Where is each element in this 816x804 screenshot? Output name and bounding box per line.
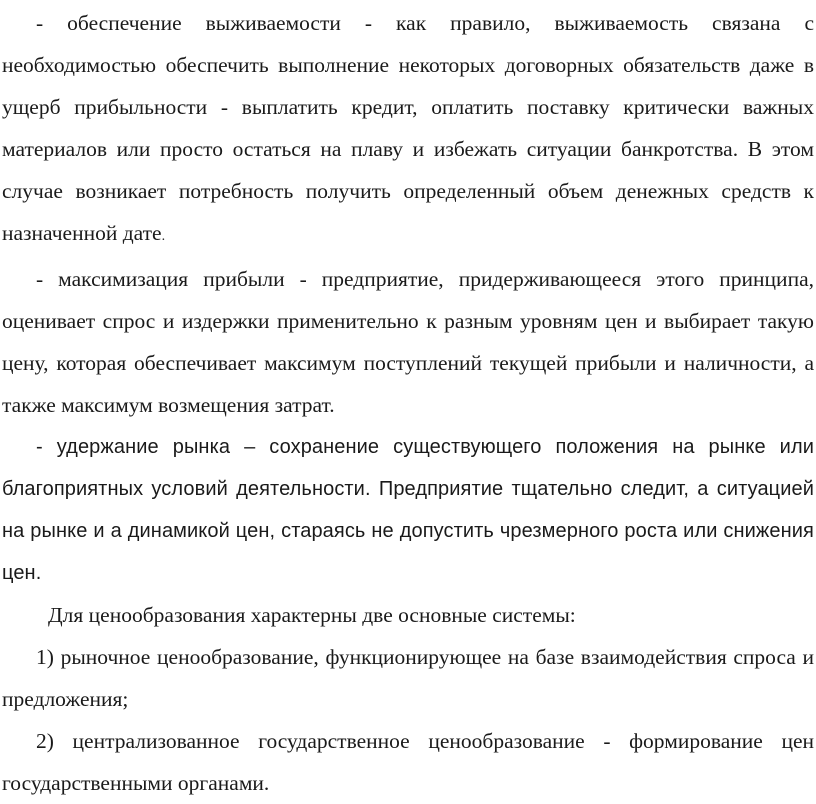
document-page: [2, 0, 814, 804]
paragraph-market: - удержание рынка – сохранение существующего положения на рынке или благоприятных условий деятельности. Предприятие тщательно следит, а ситуацией на рынке и а динамикой цен, стараясь не допустить чрезмерного роста или снижения цен.: [2, 436, 814, 584]
paragraph-survival: [2, 2, 814, 258]
paragraph-profit: - максимизация прибыли - предприятие, придерживающееся этого принципа, оценивает спрос и издержки применительно к разным уровням цен и выбирает такую цену, которая обеспечивает максимум поступлений текущей прибыли и наличности, а также максимум возмещения затрат.: [2, 267, 814, 417]
paragraph-survival-text: - обеспечение выживаемости - как правило, выживаемость связана с необходимостью обеспечить выполнение некоторых договорных обязательств даже в ущерб прибыльности - выплатить кредит, оплатить поставку критически важных материалов или просто остаться на плаву и избежать ситуации банкротства. В этом случае возникает потребность получить определенный объем денежных средств к назначенной дате: [2, 11, 814, 245]
paragraph-survival-period: .: [161, 229, 166, 244]
paragraph-system-1: 1) рыночное ценообразование, функционирующее на базе взаимодействия спроса и предложения;: [2, 645, 814, 711]
paragraph-systems-intro: Для ценообразования характерны две основные системы:: [48, 603, 576, 627]
paragraph-system-2: 2) централизованное государственное ценообразование - формирование цен государственными органами.: [2, 729, 814, 795]
